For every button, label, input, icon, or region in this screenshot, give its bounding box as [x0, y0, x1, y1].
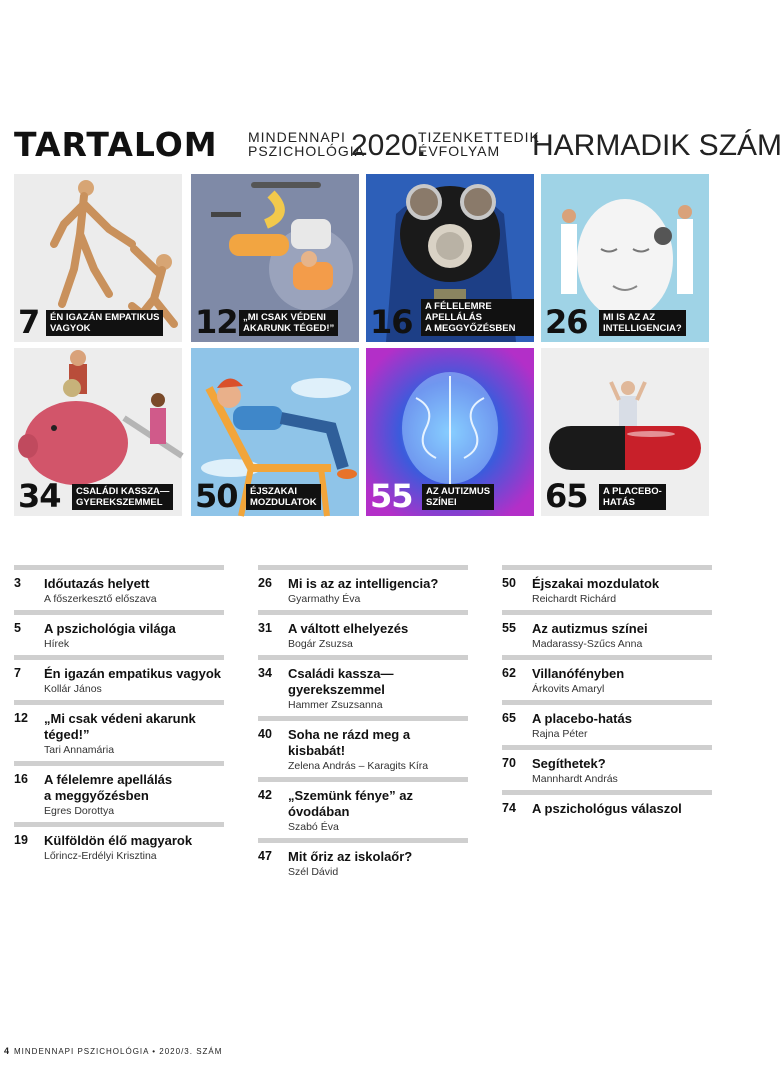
tile-protect[interactable]	[191, 174, 359, 342]
toc-entry[interactable]	[14, 655, 224, 700]
toc-page-number: 50	[502, 576, 516, 590]
toc-author: Reichardt Richárd	[532, 593, 617, 605]
toc-title: A pszichológus válaszol	[532, 801, 682, 816]
page-number: 4	[4, 1046, 11, 1056]
toc-page-number: 62	[502, 666, 516, 680]
tile-label: ÉJSZAKAI MOZDULATOK	[246, 484, 321, 510]
toc-title: Éjszakai mozdulatok	[532, 576, 660, 591]
footer-text: MINDENNAPI PSZICHOLÓGIA • 2020/3. SZÁM	[14, 1047, 223, 1056]
toc-author: Lőrincz-Erdélyi Krisztina	[44, 850, 157, 862]
tile-night-moves[interactable]	[191, 348, 359, 516]
tile-page-number: 16	[370, 303, 413, 341]
toc-title: Az autizmus színei	[532, 621, 648, 636]
tile-page-number: 26	[545, 303, 588, 341]
toc-column-2	[258, 565, 468, 883]
tile-family-money[interactable]	[14, 348, 182, 516]
toc-entry[interactable]	[502, 700, 712, 745]
toc-page-number: 70	[502, 756, 516, 770]
volume-line-1: TIZENKETTEDIK	[418, 129, 540, 145]
tile-intelligence[interactable]	[541, 174, 709, 342]
toc-title: A félelemre apellálás a meggyőzésben	[44, 772, 173, 803]
toc-entry[interactable]	[502, 610, 712, 655]
toc-title: Villanófényben	[532, 666, 625, 681]
toc-title: Segíthetek?	[532, 756, 606, 771]
toc-author: Hammer Zsuzsanna	[288, 699, 383, 711]
toc-title: A placebo-hatás	[532, 711, 632, 726]
page-footer	[4, 1046, 222, 1056]
magazine-line-1: MINDENNAPI	[248, 129, 346, 145]
tile-label: „MI CSAK VÉDENI AKARUNK TÉGED!”	[239, 310, 338, 336]
toc-title: Soha ne rázd meg a kisbabát!	[288, 727, 411, 758]
volume-line-2: ÉVFOLYAM	[418, 143, 501, 159]
toc-page-number: 5	[14, 621, 21, 635]
header	[14, 125, 782, 165]
toc-page-number: 16	[14, 772, 28, 786]
tile-fear[interactable]	[366, 174, 534, 342]
tile-autism[interactable]	[366, 348, 534, 516]
toc-author: A főszerkesztő előszava	[44, 593, 157, 605]
toc-author: Bogár Zsuzsa	[288, 638, 353, 650]
magazine-name	[248, 130, 365, 158]
toc-entry[interactable]	[502, 655, 712, 700]
toc-title: Külföldön élő magyarok	[44, 833, 193, 848]
toc-page-number: 7	[14, 666, 21, 680]
toc-author: Szabó Éva	[288, 821, 339, 833]
toc-entry[interactable]	[14, 761, 224, 822]
toc-entry[interactable]	[502, 790, 712, 821]
toc-author: Kollár János	[44, 683, 102, 695]
toc-title: Időutazás helyett	[44, 576, 150, 591]
toc-page-number: 74	[502, 801, 516, 815]
toc-page-number: 3	[14, 576, 21, 590]
toc-author: Gyarmathy Éva	[288, 593, 361, 605]
tile-label: A FÉLELEMRE APELLÁLÁS A MEGGYŐZÉSBEN	[421, 299, 534, 336]
toc-author: Árkovits Amaryl	[532, 683, 605, 695]
toc-entry[interactable]	[258, 777, 468, 838]
toc-page-number: 65	[502, 711, 516, 725]
toc-page-number: 40	[258, 727, 272, 741]
toc-entry[interactable]	[14, 822, 224, 867]
toc-entry[interactable]	[502, 565, 712, 610]
toc-page-number: 12	[14, 711, 28, 725]
toc-entry[interactable]	[14, 610, 224, 655]
toc-author: Szél Dávid	[288, 866, 339, 878]
tile-page-number: 7	[18, 303, 40, 341]
toc-title: Én igazán empatikus vagyok	[44, 666, 222, 681]
toc-page-number: 31	[258, 621, 272, 635]
toc-entry[interactable]	[14, 565, 224, 610]
toc-page-number: 42	[258, 788, 272, 802]
tile-label: MI IS AZ AZ INTELLIGENCIA?	[599, 310, 686, 336]
toc-author: Zelena András – Karagits Kíra	[288, 760, 429, 772]
tile-label: AZ AUTIZMUS SZÍNEI	[422, 484, 494, 510]
toc-entry[interactable]	[258, 655, 468, 716]
toc-author: Madarassy-Szűcs Anna	[532, 638, 643, 650]
toc-page-number: 19	[14, 833, 28, 847]
toc-author: Egres Dorottya	[44, 805, 115, 817]
tile-label: CSALÁDI KASSZA— GYEREKSZEMMEL	[72, 484, 173, 510]
toc-entry[interactable]	[258, 565, 468, 610]
toc-title: „Szemünk fénye” az óvodában	[288, 788, 413, 819]
tile-label: ÉN IGAZÁN EMPATIKUS VAGYOK	[46, 310, 163, 336]
toc-page-number: 55	[502, 621, 516, 635]
tile-page-number: 12	[195, 303, 238, 341]
toc-entry[interactable]	[258, 716, 468, 777]
tile-placebo[interactable]	[541, 348, 709, 516]
tile-page-number: 55	[370, 477, 413, 515]
tile-page-number: 50	[195, 477, 238, 515]
toc-title: A váltott elhelyezés	[288, 621, 409, 636]
toc-page-number: 47	[258, 849, 272, 863]
toc-entry[interactable]	[502, 745, 712, 790]
toc-author: Rajna Péter	[532, 728, 588, 740]
toc-entry[interactable]	[258, 838, 468, 883]
toc-title: Mi is az az intelligencia?	[288, 576, 439, 591]
toc-title: „Mi csak védeni akarunk téged!”	[44, 711, 196, 742]
magazine-line-2: PSZICHOLÓGIA	[248, 143, 366, 159]
toc-entry[interactable]	[14, 700, 224, 761]
toc-title: A pszichológia világa	[44, 621, 176, 636]
toc-column-3	[502, 565, 712, 821]
issue-label: HARMADIK SZÁM	[532, 129, 782, 162]
toc-column-1	[14, 565, 224, 867]
toc-author: Mannhardt András	[532, 773, 618, 785]
toc-title: Mit őriz az iskolaőr?	[288, 849, 413, 864]
toc-author: Tari Annamária	[44, 744, 115, 756]
toc-entry[interactable]	[258, 610, 468, 655]
year: 2020.	[351, 129, 427, 162]
toc-title: Családi kassza— gyerekszemmel	[288, 666, 394, 697]
page-title: TARTALOM	[14, 125, 218, 164]
toc-page-number: 34	[258, 666, 272, 680]
tile-page-number: 65	[545, 477, 588, 515]
volume	[418, 130, 540, 158]
tile-page-number: 34	[18, 477, 61, 515]
tile-empathy[interactable]	[14, 174, 182, 342]
toc-author: Hírek	[44, 638, 70, 650]
tile-label: A PLACEBO- HATÁS	[599, 484, 666, 510]
toc-page-number: 26	[258, 576, 272, 590]
